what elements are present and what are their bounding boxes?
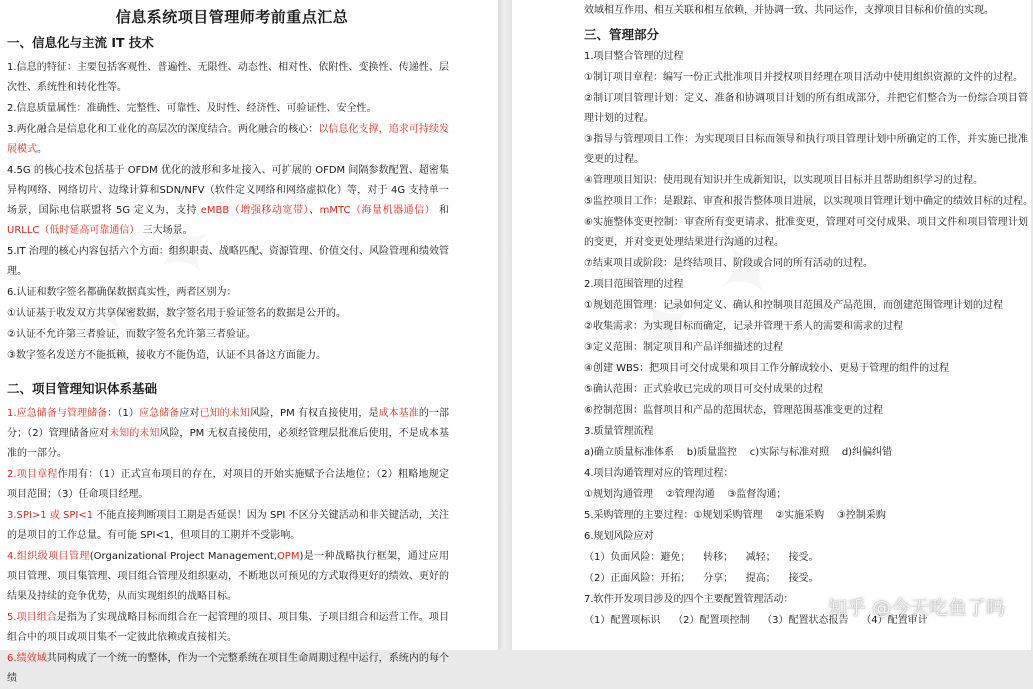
list-heading-quality: 3.质量管理流程 xyxy=(584,426,654,437)
list-heading-communication: 4.项目沟通管理对应的管理过程： xyxy=(584,468,734,479)
paragraph-signature: 6.认证和数字签名都确保数据真实性，两者区别为： xyxy=(7,287,237,298)
section-heading-pm-knowledge: 二、项目管理知识体系基础 xyxy=(7,381,158,396)
list-item: ①规划沟通管理 ②管理沟通 ③监督沟通； xyxy=(584,489,787,500)
list-item: ④创建 WBS：把项目可交付成果和项目工作分解成较小、更易于管理的组件的过程 xyxy=(584,363,950,374)
section-heading-management: 三、管理部分 xyxy=(584,27,660,42)
list-item: ②制订项目管理计划：定义、准备和协调项目计划的所有组成部分，并把它们整合为一份综合项目管理计划的过程。 xyxy=(584,93,1028,124)
list-item: ①认证基于收发双方共享保密数据，数字签名用于验证签名的数据是公开的。 xyxy=(7,308,346,319)
list-item: （1）负面风险：避免； 转移； 减轻； 接受。 xyxy=(584,552,819,563)
paragraph-portfolio: 5.项目组合是指为了实现战略目标而组合在一起管理的项目、项目集、子项目组合和运营工作。项目组合中的项目或项目集不一定彼此依赖或直接相关。 xyxy=(7,612,449,643)
paragraph-5g: 4.5G 的核心技术包括基于 OFDM 优化的波形和多址接入、可扩展的 OFDM 间隔参数配置、超密集异构网络、网络切片、边缘计算和SDN/NFV（软件定义网络和网络虚拟化）等，对于 4G 支持单一场景，国际电信联盟将 5G 定义为，支持 eMBB（增强移动宽带）、mMTC（海量机器通信） 和 URLLC（低时延高可靠通信） 三大场景。 xyxy=(7,165,449,236)
list-item: a)确立质量标准体系 b)质量监控 c)实际与标准对照 d)纠偏纠错 xyxy=(584,447,893,458)
paragraph-charter: 2.项目章程作用有：（1）正式宣布项目的存在，对项目的开始实施赋予合法地位；（2）粗略地规定项目范围；（3）任命项目经理。 xyxy=(7,469,449,500)
page-gutter xyxy=(498,0,512,650)
list-item: ①规划范围管理：记录如何定义、确认和控制项目范围及产品范围，而创建范围管理计划的过程 xyxy=(584,300,1003,311)
paragraph-info-features: 1.信息的特征：主要包括客观性、普遍性、无限性、动态性、相对性、依附性、变换性、传递性、层次性、系统性和转化性等。 xyxy=(7,62,449,93)
list-heading-integration: 1.项目整合管理的过程 xyxy=(584,51,684,62)
list-item: ③定义范围：制定项目和产品详细描述的过程 xyxy=(584,342,783,353)
right-page xyxy=(512,0,1031,650)
zhihu-watermark: 知乎 @今天吃鱼了吗 xyxy=(827,597,1005,619)
list-heading-risk: 6.规划风险应对 xyxy=(584,531,654,542)
list-item: ⑦结束项目或阶段：是终结项目、阶段或合同的所有活动的过程。 xyxy=(584,258,873,269)
list-heading-scope: 2.项目范围管理的过程 xyxy=(584,279,684,290)
left-page xyxy=(0,0,498,684)
list-item: ⑥控制范围：监督项目和产品的范围状态，管理范围基准变更的过程 xyxy=(584,405,883,416)
list-item: （2）正面风险：开拓； 分享； 提高； 接受。 xyxy=(584,573,819,584)
list-item: ③数字签名发送方不能抵赖，接收方不能伪造，认证不具备这方面能力。 xyxy=(7,350,326,361)
list-item: ③指导与管理项目工作：为实现项目目标而领导和执行项目管理计划中所确定的工作，并实施已批准变更的过程。 xyxy=(584,134,1028,165)
paragraph-spi: 3.SPI>1 或 SPI<1 不能直接判断项目工期是否延误！因为 SPI 不区分关键活动和非关键活动，关注的是项目的工作总量。有可能 SPI<1，但项目的工期并不受影响。 xyxy=(7,510,449,541)
list-item: ④管理项目知识：使用现有知识并生成新知识，以实现项目目标并且帮助组织学习的过程。 xyxy=(584,175,983,186)
list-item: ⑥实施整体变更控制：审查所有变更请求、批准变更，管理对可交付成果、项目文件和项目管理计划的变更，并对变更处理结果进行沟通的过程。 xyxy=(584,217,1028,248)
list-heading-procurement: 5.采购管理的主要过程：①规划采购管理 ②实施采购 ③控制采购 xyxy=(584,510,886,521)
paragraph-it-governance: 5.IT 治理的核心内容包括六个方面：组织职责、战略匹配、资源管理、价值交付、风险管理和绩效管理。 xyxy=(7,246,449,277)
list-item: ⑤确认范围：正式验收已完成的项目可交付成果的过程 xyxy=(584,384,823,395)
list-heading-configuration: 7.软件开发项目涉及的四个主要配置管理活动： xyxy=(584,594,794,605)
paragraph-performance-domain: 6.绩效域共同构成了一个统一的整体，作为一个完整系统在项目生命周期过程中运行，系统内的每个绩 xyxy=(7,653,450,684)
paragraph-integration: 3.两化融合是信息化和工业化的高层次的深度结合。两化融合的核心：以信息化支撑，追求可持续发展模式。 xyxy=(7,124,449,155)
document-title: 信息系统项目管理师考前重点汇总 xyxy=(115,8,349,26)
paragraph-reserves: 1.应急储备与管理储备：（1）应急储备应对已知的未知风险，PM 有权直接使用，是成本基准的一部分；（2）管理储备应对未知的未知风险，PM 无权直接使用，必须经管理层批准后使用，不是成本基准的一部分。 xyxy=(7,408,450,459)
list-item: ②收集需求：为实现目标而确定，记录并管理干系人的需要和需求的过程 xyxy=(584,321,903,332)
list-item: ⑤监控项目工作：是跟踪、审查和报告整体项目进展，以实现项目管理计划中确定的绩效目标的过程。 xyxy=(584,196,1033,207)
paragraph-continuation: 效域相互作用、相互关联和相互依赖，并协调一致、共同运作，支撑项目目标和价值的实现。 xyxy=(584,5,994,16)
list-item: （1）配置项标识 （2）配置项控制 （3）配置状态报告 （4）配置审计 xyxy=(584,615,928,626)
paragraph-opm: 4.组织级项目管理(Organizational Project Management,OPM)是一种战略执行框架，通过应用项目管理、项目集管理、项目组合管理及组织驱动，不断地以可预见的方式取得更好的绩效、更好的结果及持续的竞争优势，从而实现组织的战略目标。 xyxy=(7,551,449,602)
list-item: ②认证不允许第三者验证，而数字签名允许第三者验证。 xyxy=(7,329,256,340)
section-heading-it-tech: 一、信息化与主流 IT 技术 xyxy=(7,35,154,50)
paragraph-info-quality: 2.信息质量属性：准确性、完整性、可靠性、及时性、经济性、可验证性、安全性。 xyxy=(7,103,377,114)
list-item: ①制订项目章程：编写一份正式批准项目并授权项目经理在项目活动中使用组织资源的文件的过程。 xyxy=(584,72,1023,83)
